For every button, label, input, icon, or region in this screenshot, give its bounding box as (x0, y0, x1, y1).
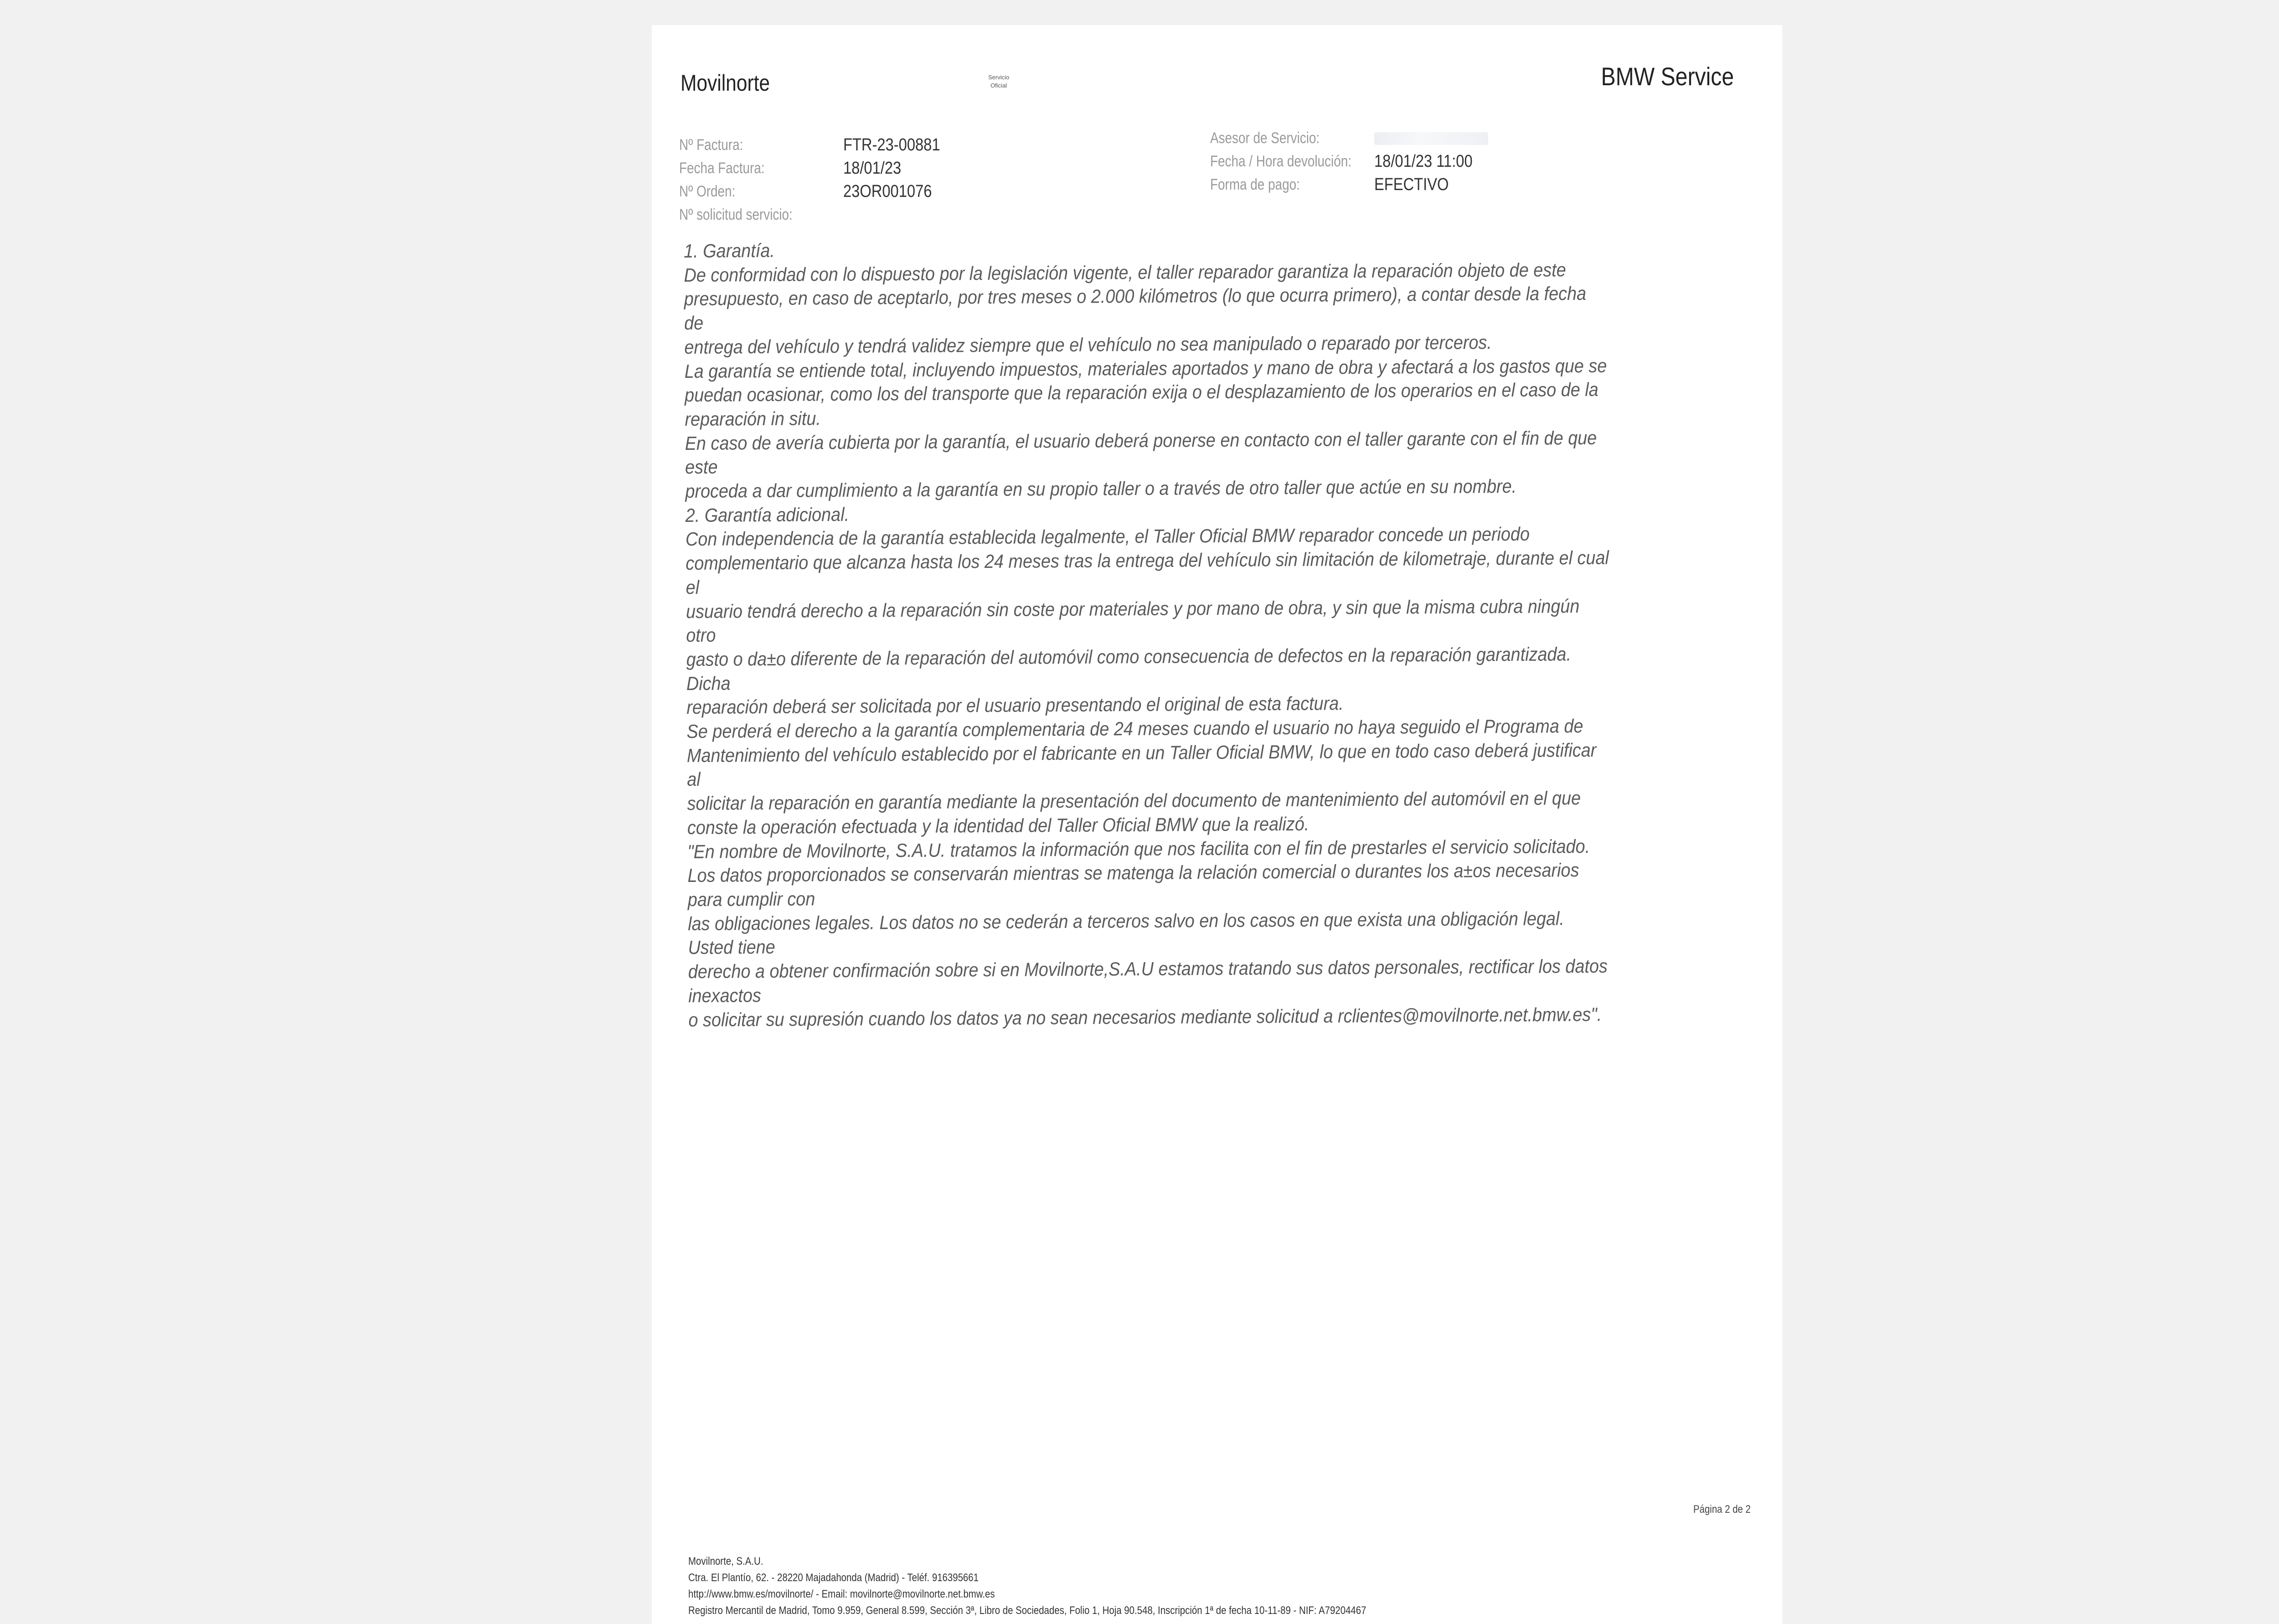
body-line: o solicitar su supresión cuando los datos ya no sean necesarios mediante solicitud a rclientes@movilnorte.net.bmw.es". (688, 1003, 1602, 1031)
body-line: puedan ocasionar, como los del transporte que la reparación exija o el desplazamiento de los operarios en el caso de la (684, 378, 1598, 406)
body-line: otro (686, 624, 716, 646)
body-line: Mantenimiento del vehículo establecido por el fabricante en un Taller Oficial BMW, lo que en todo caso deberá justificar (686, 739, 1597, 766)
body-line: de (684, 312, 704, 334)
invoice-meta-right (1210, 127, 1489, 196)
meta-label: Nº solicitud servicio: (679, 206, 793, 223)
body-line: reparación in situ. (685, 407, 821, 430)
meta-value: FTR-23-00881 (843, 135, 940, 155)
body-line: Se perderá el derecho a la garantía complementaria de 24 meses cuando el usuario no haya seguido el Programa de (686, 715, 1583, 742)
page-number: Página 2 de 2 (1693, 1503, 1751, 1516)
body-line: Usted tiene (688, 936, 775, 959)
warranty-terms (684, 233, 1737, 1032)
meta-value: 18/01/23 11:00 (1374, 152, 1473, 171)
company-name: Movilnorte (681, 70, 770, 96)
body-line: 1. Garantía. (684, 239, 775, 262)
meta-value: 18/01/23 (843, 159, 902, 178)
body-line: De conformidad con lo dispuesto por la legislación vigente, el taller reparador garantiza la reparación objeto de este (684, 258, 1566, 286)
service-tag (988, 73, 1009, 90)
meta-label: Nº Factura: (679, 136, 743, 154)
meta-row-payment-method (1210, 173, 1489, 196)
meta-row-return-datetime (1210, 150, 1489, 173)
body-line: el (686, 576, 700, 598)
body-line: derecho a obtener confirmación sobre si en Movilnorte,S.A.U estamos tratando sus datos personales, rectificar los datos (688, 955, 1608, 983)
body-line: 2. Garantía adicional. (685, 503, 850, 526)
body-line: para cumplir con (687, 888, 815, 910)
meta-label: Forma de pago: (1210, 176, 1300, 193)
body-line: reparación deberá ser solicitada por el usuario presentando el original de esta factura. (686, 692, 1344, 718)
invoice-page (652, 25, 1782, 1624)
body-line: "En nombre de Movilnorte, S.A.U. tratamos la información que nos facilita con el fin de prestarles el servicio solicitado. (687, 835, 1590, 862)
footer-contact: http://www.bmw.es/movilnorte/ - Email: movilnorte@movilnorte.net.bmw.es (688, 1588, 995, 1600)
body-line: Dicha (686, 672, 731, 694)
meta-value: 23OR001076 (843, 182, 932, 201)
meta-label: Asesor de Servicio: (1210, 129, 1320, 147)
body-line: gasto o da±o diferente de la reparación del automóvil como consecuencia de defectos en la reparación garantizada. (686, 643, 1572, 670)
meta-row-invoice-number (679, 134, 956, 157)
meta-value: EFECTIVO (1374, 175, 1449, 194)
meta-label: Nº Orden: (679, 183, 736, 200)
meta-label: Fecha Factura: (679, 160, 765, 177)
body-line: las obligaciones legales. Los datos no se cederán a terceros salvo en los casos en que exista una obligación legal. (688, 907, 1565, 934)
body-line: al (687, 768, 701, 790)
body-line: entrega del vehículo y tendrá validez siempre que el vehículo no sea manipulado o reparado por terceros. (684, 331, 1492, 358)
redacted-value (1374, 132, 1488, 145)
body-line: este (685, 456, 718, 478)
body-line: En caso de avería cubierta por la garantía, el usuario deberá ponerse en contacto con el taller garante con el fin de que (685, 427, 1597, 454)
body-line: proceda a dar cumplimiento a la garantía en su propio taller o a través de otro taller que actúe en su nombre. (685, 475, 1517, 502)
brand-logo-text: BMW Service (1601, 62, 1734, 91)
footer-company: Movilnorte, S.A.U. (688, 1555, 763, 1567)
body-line: presupuesto, en caso de aceptarlo, por tres meses o 2.000 kilómetros (lo que ocurra primero), a contar desde la fecha (684, 283, 1587, 310)
meta-row-invoice-date (679, 157, 956, 180)
meta-row-service-advisor (1210, 127, 1489, 150)
body-line: La garantía se entiende total, incluyendo impuestos, materiales aportados y mano de obra y afectará a los gastos que se (684, 355, 1607, 382)
body-line: inexactos (688, 984, 761, 1006)
body-line: Con independencia de la garantía establecida legalmente, el Taller Oficial BMW reparador concede un periodo (685, 523, 1530, 550)
body-line: Los datos proporcionados se conservarán mientras se matenga la relación comercial o durantes los a±os necesarios (687, 859, 1579, 887)
service-tag-line2: Oficial (990, 82, 1007, 89)
body-line: complementario que alcanza hasta los 24 meses tras la entrega del vehículo sin limitación de kilometraje, durante el cual (686, 546, 1609, 574)
meta-row-order-number (679, 180, 956, 203)
meta-label: Fecha / Hora devolución: (1210, 153, 1351, 170)
company-footer (688, 1553, 1486, 1619)
footer-address: Ctra. El Plantío, 62. - 28220 Majadahonda (Madrid) - Teléf. 916395661 (688, 1572, 979, 1584)
body-line: conste la operación efectuada y la identidad del Taller Oficial BMW que la realizó. (687, 813, 1310, 838)
body-line: solicitar la reparación en garantía mediante la presentación del documento de mantenimiento del automóvil en el que (687, 787, 1581, 815)
service-tag-line1: Servicio (988, 74, 1010, 81)
body-line: usuario tendrá derecho a la reparación sin coste por materiales y por mano de obra, y sin que la misma cubra ningún (686, 595, 1580, 622)
meta-row-service-request (679, 203, 956, 227)
invoice-meta-left (679, 134, 956, 227)
footer-registry: Registro Mercantil de Madrid, Tomo 9.959, General 8.599, Sección 3ª, Libro de Sociedades, Folio 1, Hoja 90.548, Inscripción 1ª de fecha 10-11-89 - NIF: A79204467 (688, 1604, 1366, 1617)
